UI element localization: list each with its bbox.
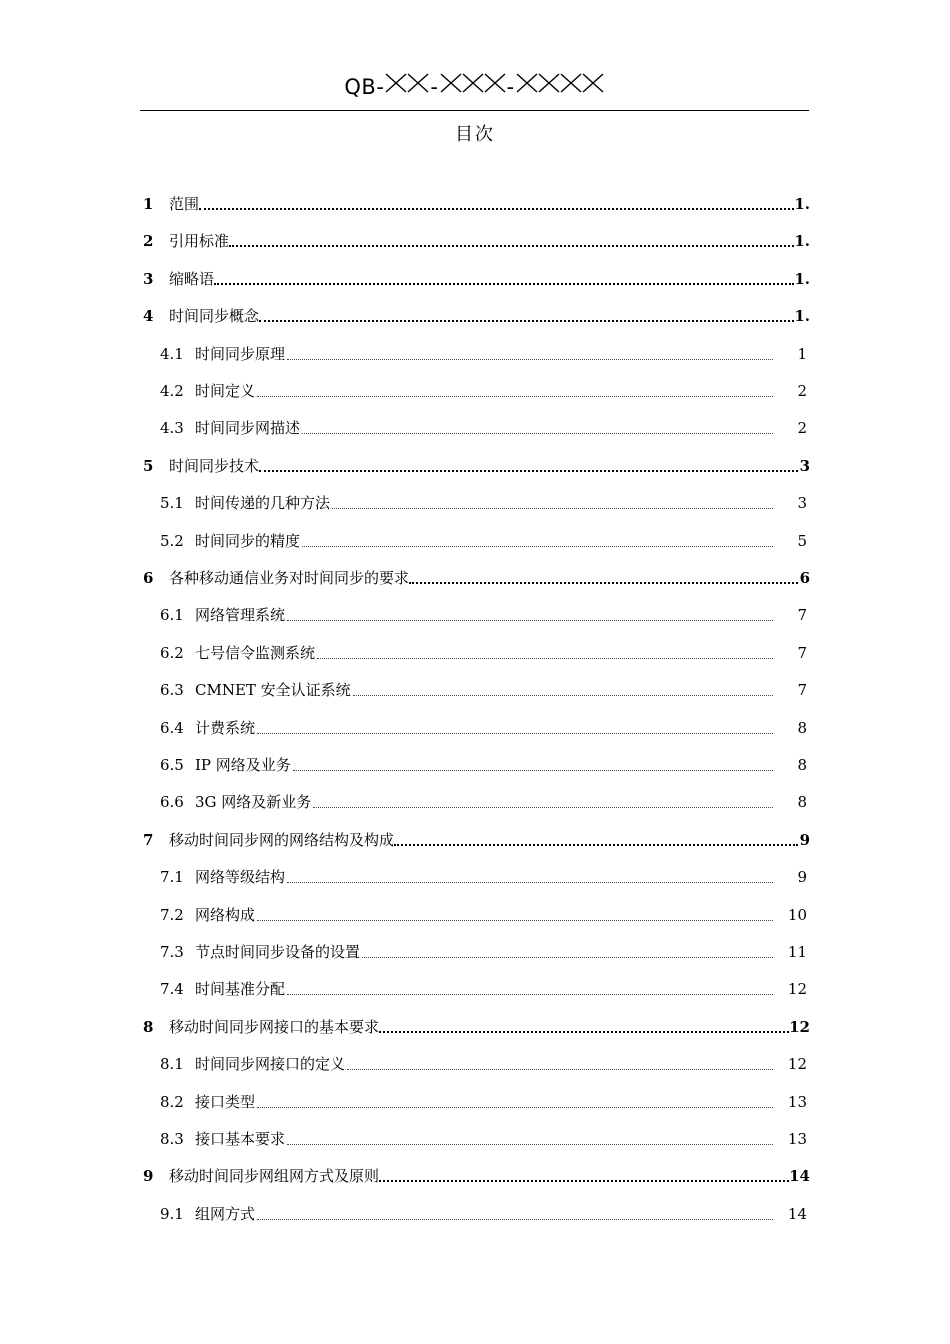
toc-entry-page: 2 bbox=[797, 419, 807, 438]
toc-entry-section[interactable] bbox=[160, 788, 807, 812]
toc-entry-page: 7 bbox=[797, 606, 807, 625]
toc-entry-number: 6.1 bbox=[160, 606, 184, 625]
toc-entry-number: 6.6 bbox=[160, 793, 184, 812]
toc-dot-leader bbox=[287, 882, 773, 883]
toc-entry-number: 6.5 bbox=[160, 756, 184, 774]
toc-entry-section[interactable] bbox=[160, 676, 807, 700]
toc-entry-page: 7 bbox=[797, 681, 807, 700]
toc-entry-page: 8 bbox=[797, 756, 807, 774]
toc-entry-title: 计费系统 bbox=[195, 718, 256, 737]
toc-dot-leader bbox=[257, 733, 773, 734]
toc-title: 目次 bbox=[455, 124, 495, 145]
toc-entry-section[interactable] bbox=[160, 901, 807, 925]
toc-entry-page: 1. bbox=[794, 269, 810, 288]
toc-entry-number: 1 bbox=[143, 195, 154, 213]
toc-entry-section[interactable] bbox=[160, 863, 807, 887]
toc-entry-number: 4.1 bbox=[160, 344, 184, 363]
toc-entry-title: 移动时间同步网的网络结构及构成 bbox=[169, 830, 395, 849]
toc-entry-number: 6 bbox=[143, 569, 154, 587]
toc-dot-leader bbox=[287, 1144, 773, 1145]
document-code-separator: - bbox=[430, 75, 439, 99]
toc-entry-title: 接口类型 bbox=[195, 1092, 256, 1111]
toc-entry-title: 3G 网络及新业务 bbox=[195, 793, 312, 812]
toc-entry-chapter[interactable] bbox=[143, 826, 810, 850]
toc-entry-title: CMNET 安全认证系统 bbox=[195, 681, 351, 700]
toc-entry-title: 七号信令监测系统 bbox=[195, 643, 316, 662]
toc-entry-number: 5 bbox=[143, 456, 154, 475]
toc-entry-number: 7.4 bbox=[160, 980, 184, 999]
toc-entry-title: 各种移动通信业务对时间同步的要求 bbox=[169, 569, 410, 587]
toc-entry-section[interactable] bbox=[160, 938, 807, 962]
toc-entry-chapter[interactable] bbox=[143, 190, 810, 214]
toc-entry-title: 网络等级结构 bbox=[195, 868, 286, 887]
toc-entry-title: 时间同步技术 bbox=[169, 456, 260, 475]
toc-entry-title: 接口基本要求 bbox=[195, 1130, 286, 1148]
toc-dot-leader bbox=[347, 1069, 773, 1070]
toc-dot-leader bbox=[229, 245, 794, 247]
toc-entry-number: 8.2 bbox=[160, 1092, 184, 1111]
toc-entry-page: 1 bbox=[797, 344, 807, 363]
toc-dot-leader bbox=[353, 695, 773, 696]
toc-entry-title: 时间传递的几种方法 bbox=[195, 494, 331, 513]
toc-dot-leader bbox=[394, 844, 798, 846]
toc-entry-section[interactable] bbox=[160, 1200, 807, 1224]
toc-entry-number: 6.3 bbox=[160, 681, 184, 700]
toc-entry-section[interactable] bbox=[160, 340, 807, 364]
toc-dot-leader bbox=[257, 396, 773, 397]
toc-entry-section[interactable] bbox=[160, 975, 807, 999]
toc-entry-number: 2 bbox=[143, 232, 154, 251]
toc-entry-chapter[interactable] bbox=[143, 564, 810, 588]
toc-entry-section[interactable] bbox=[160, 489, 807, 513]
toc-dot-leader bbox=[293, 770, 773, 771]
toc-entry-number: 7.1 bbox=[160, 868, 184, 887]
toc-entry-page: 13 bbox=[787, 1092, 807, 1111]
placeholder-group bbox=[385, 72, 429, 94]
toc-entry-title: 移动时间同步网组网方式及原则 bbox=[169, 1167, 380, 1186]
toc-entry-title: 范围 bbox=[169, 195, 200, 213]
toc-entry-number: 9 bbox=[143, 1167, 154, 1186]
toc-dot-leader bbox=[379, 1180, 789, 1182]
toc-entry-page: 14 bbox=[787, 1204, 807, 1223]
toc-dot-leader bbox=[332, 508, 773, 509]
toc-dot-leader bbox=[257, 1219, 773, 1220]
toc-dot-leader bbox=[287, 359, 773, 360]
toc-entry-page: 1. bbox=[794, 232, 810, 251]
toc-entry-section[interactable] bbox=[160, 527, 807, 551]
toc-dot-leader bbox=[259, 320, 794, 322]
toc-entry-page: 5 bbox=[797, 531, 807, 550]
toc-dot-leader bbox=[287, 620, 773, 621]
toc-entry-chapter[interactable] bbox=[143, 1162, 810, 1186]
toc-entry-number: 5.1 bbox=[160, 494, 184, 513]
toc-entry-title: 移动时间同步网接口的基本要求 bbox=[169, 1017, 380, 1036]
toc-entry-page: 1. bbox=[794, 307, 810, 326]
toc-dot-leader bbox=[257, 920, 773, 921]
toc-dot-leader bbox=[257, 1107, 773, 1108]
toc-entry-title: 组网方式 bbox=[195, 1204, 256, 1223]
toc-entry-page: 8 bbox=[797, 718, 807, 737]
page-header bbox=[140, 72, 809, 111]
toc-entry-page: 9 bbox=[799, 830, 810, 849]
toc-dot-leader bbox=[214, 283, 794, 285]
toc-entry-number: 8 bbox=[143, 1017, 154, 1036]
placeholder-group bbox=[440, 72, 506, 94]
toc-entry-number: 4 bbox=[143, 307, 154, 326]
toc-entry-section[interactable] bbox=[160, 751, 807, 775]
toc-entry-title: 时间同步网描述 bbox=[195, 419, 301, 438]
toc-entry-title: IP 网络及业务 bbox=[195, 756, 291, 774]
toc-entry-title: 网络构成 bbox=[195, 905, 256, 924]
document-code bbox=[344, 72, 604, 102]
toc-entry-number: 5.2 bbox=[160, 531, 184, 550]
toc-entry-title: 引用标准 bbox=[169, 232, 230, 251]
toc-dot-leader bbox=[409, 582, 798, 584]
toc-entry-page: 2 bbox=[797, 382, 807, 400]
toc-entry-number: 8.1 bbox=[160, 1055, 184, 1074]
toc-entry-page: 3 bbox=[797, 494, 807, 513]
toc-entry-page: 3 bbox=[799, 456, 810, 475]
toc-entry-page: 12 bbox=[787, 980, 807, 999]
toc-entry-page: 12 bbox=[789, 1017, 810, 1036]
toc-entry-section[interactable] bbox=[160, 414, 807, 438]
toc-entry-title: 时间同步原理 bbox=[195, 344, 286, 363]
toc-entry-number: 6.2 bbox=[160, 643, 184, 662]
toc-entry-title: 时间定义 bbox=[195, 382, 256, 400]
toc-entry-chapter[interactable] bbox=[143, 1013, 810, 1037]
toc-dot-leader bbox=[302, 433, 773, 434]
toc-entry-page: 7 bbox=[797, 643, 807, 662]
toc-dot-leader bbox=[317, 658, 773, 659]
toc-entry-section[interactable] bbox=[160, 1088, 807, 1112]
toc-entry-title: 时间同步网接口的定义 bbox=[195, 1055, 346, 1074]
toc-entry-section[interactable] bbox=[160, 377, 807, 401]
toc-dot-leader bbox=[362, 957, 773, 958]
document-code-placeholders bbox=[384, 72, 604, 102]
toc-entry-number: 7 bbox=[143, 830, 154, 849]
toc-entry-section[interactable] bbox=[160, 639, 807, 663]
toc-dot-leader bbox=[259, 470, 798, 472]
toc-entry-number: 3 bbox=[143, 269, 154, 288]
document-code-prefix: QB- bbox=[344, 75, 385, 99]
toc-entry-number: 8.3 bbox=[160, 1130, 184, 1148]
toc-entry-title: 网络管理系统 bbox=[195, 606, 286, 625]
toc-entry-page: 13 bbox=[787, 1130, 807, 1148]
toc-entry-section[interactable] bbox=[160, 601, 807, 625]
toc-entry-chapter[interactable] bbox=[143, 302, 810, 326]
toc-entry-chapter[interactable] bbox=[143, 265, 810, 289]
toc-entry-section[interactable] bbox=[160, 714, 807, 738]
toc-entry-page: 6 bbox=[799, 569, 810, 587]
toc-entry-title: 时间基准分配 bbox=[195, 980, 286, 999]
toc-entry-section[interactable] bbox=[160, 1125, 807, 1149]
toc-entry-number: 6.4 bbox=[160, 718, 184, 737]
toc-entry-page: 1. bbox=[794, 195, 810, 213]
toc-dot-leader bbox=[302, 546, 773, 547]
toc-dot-leader bbox=[199, 208, 794, 210]
toc-entry-page: 9 bbox=[797, 868, 807, 887]
toc-entry-number: 4.2 bbox=[160, 382, 184, 400]
toc-dot-leader bbox=[379, 1031, 789, 1033]
toc-entry-page: 12 bbox=[787, 1055, 807, 1074]
toc-entry-chapter[interactable] bbox=[143, 452, 810, 476]
toc-entry-title: 缩略语 bbox=[169, 269, 215, 288]
toc-entry-title: 时间同步的精度 bbox=[195, 531, 301, 550]
toc-entry-title: 节点时间同步设备的设置 bbox=[195, 943, 361, 961]
document-code-separator: - bbox=[506, 75, 515, 99]
toc-entry-chapter[interactable] bbox=[143, 227, 810, 251]
toc-entry-section[interactable] bbox=[160, 1050, 807, 1074]
toc-entry-page: 14 bbox=[789, 1167, 810, 1186]
toc-entry-number: 7.3 bbox=[160, 943, 184, 961]
toc-dot-leader bbox=[287, 994, 773, 995]
toc-entry-number: 7.2 bbox=[160, 905, 184, 924]
placeholder-group bbox=[516, 72, 604, 94]
toc-entry-page: 10 bbox=[787, 905, 807, 924]
toc-entry-number: 4.3 bbox=[160, 419, 184, 438]
toc-entry-number: 9.1 bbox=[160, 1204, 184, 1223]
toc-entry-title: 时间同步概念 bbox=[169, 307, 260, 326]
toc-entry-page: 8 bbox=[797, 793, 807, 812]
toc-entry-page: 11 bbox=[787, 943, 807, 961]
toc-dot-leader bbox=[313, 807, 773, 808]
